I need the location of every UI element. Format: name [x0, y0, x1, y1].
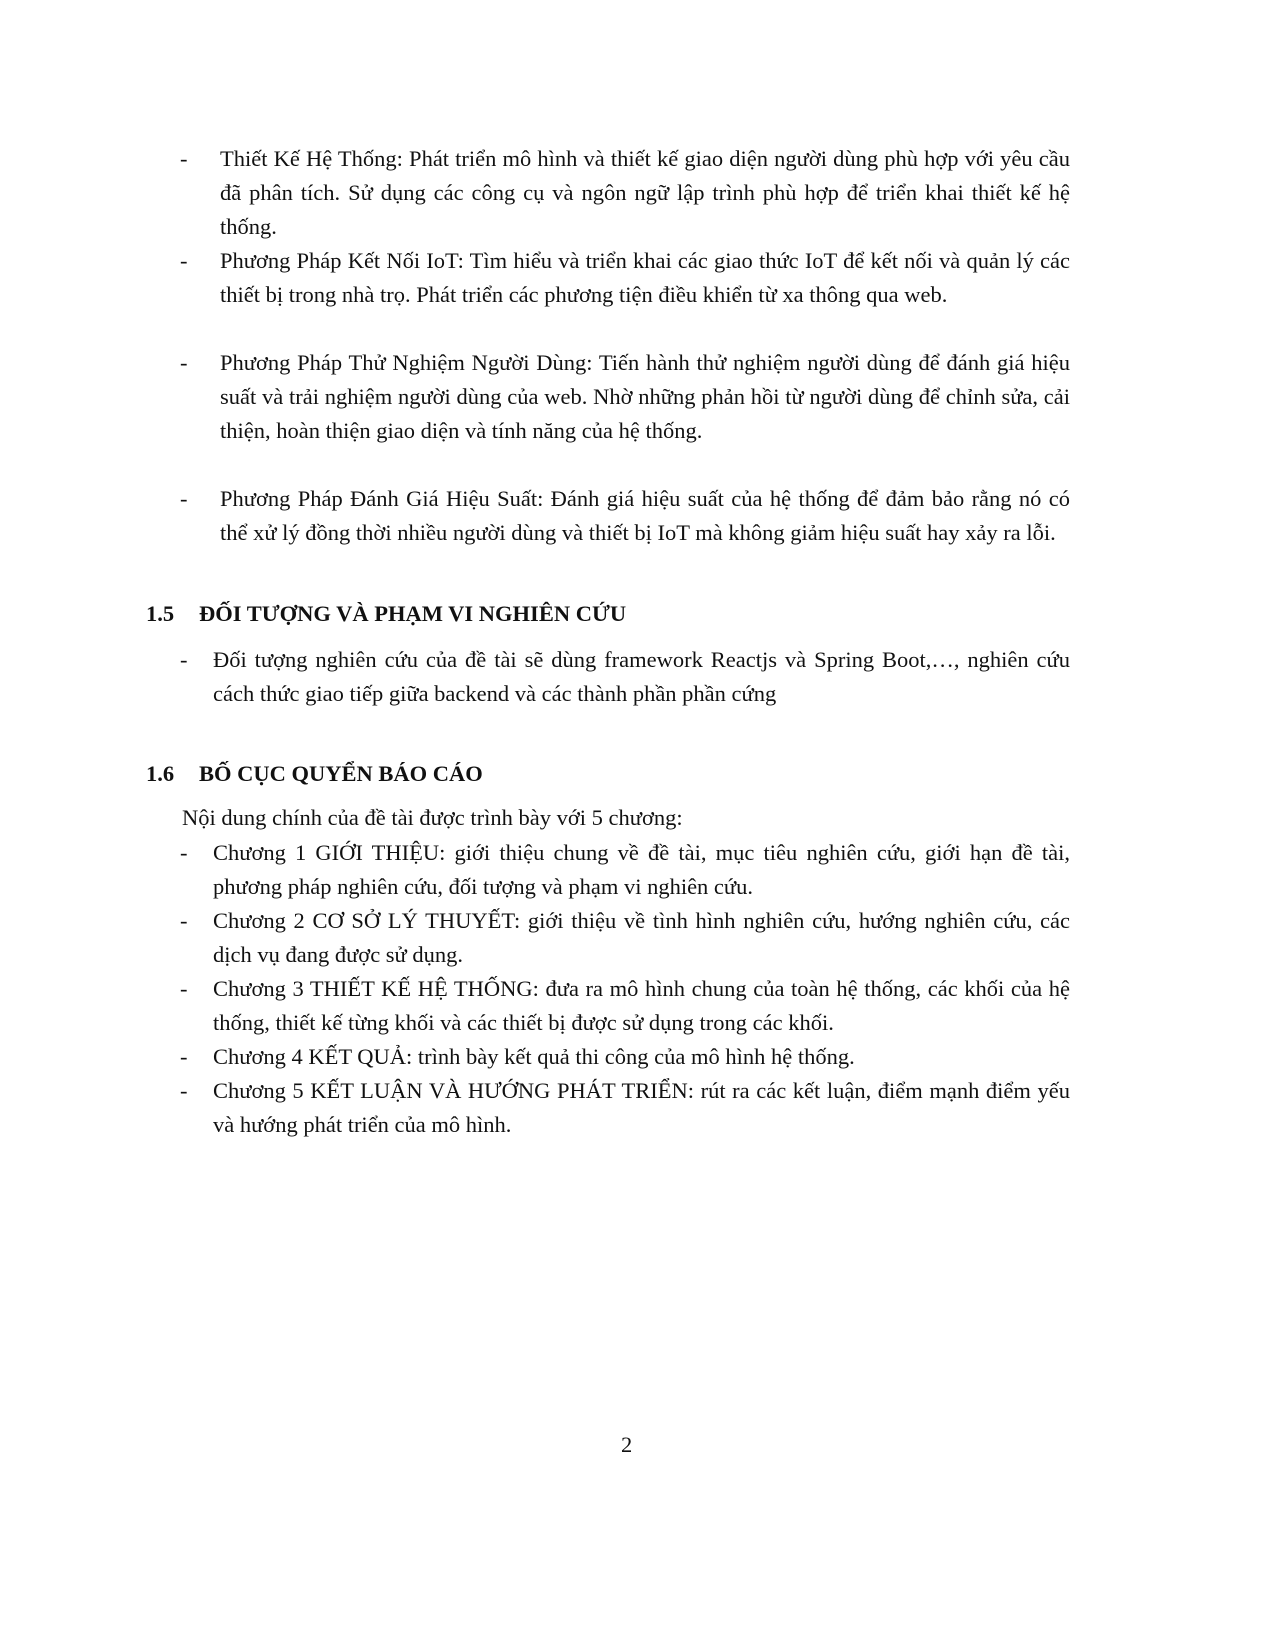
list-item-research-subject: [180, 643, 1070, 711]
list-item-user-testing: [180, 346, 1070, 448]
bullet-dash-icon: -: [180, 486, 188, 511]
bullet-dash-icon: -: [180, 248, 188, 273]
section-intro-paragraph: Nội dung chính của đề tài được trình bày với 5 chương:: [182, 805, 683, 830]
bullet-dash-icon: -: [180, 647, 188, 672]
list-item-text: Đối tượng nghiên cứu của đề tài sẽ dùng framework Reactjs và Spring Boot,…, nghiên cứu cách thức giao tiếp giữa backend và các thành phần phần cứng: [213, 647, 1070, 706]
list-item-text: Chương 5 KẾT LUẬN VÀ HƯỚNG PHÁT TRIỂN: rút ra các kết luận, điểm mạnh điểm yếu và hướng phát triển của mô hình.: [213, 1078, 1070, 1137]
list-item-text: Chương 3 THIẾT KẾ HỆ THỐNG: đưa ra mô hình chung của toàn hệ thống, các khối của hệ thống, thiết kế từng khối và các thiết bị được sử dụng trong các khối.: [213, 976, 1070, 1035]
list-item-text: Phương Pháp Đánh Giá Hiệu Suất: Đánh giá hiệu suất của hệ thống để đảm bảo rằng nó có thể xử lý đồng thời nhiều người dùng và thiết bị IoT mà không giảm hiệu suất hay xảy ra lỗi.: [220, 486, 1070, 545]
section-title: BỐ CỤC QUYỂN BÁO CÁO: [199, 761, 483, 786]
list-item-performance-eval: [180, 482, 1070, 550]
list-item-system-design: [180, 142, 1070, 244]
bullet-dash-icon: -: [180, 146, 188, 171]
section-heading-1-6: [146, 757, 1046, 791]
list-item-chapter-1: [180, 836, 1070, 904]
section-heading-1-5: [146, 597, 1046, 631]
bullet-dash-icon: -: [180, 908, 188, 933]
list-item-text: Chương 1 GIỚI THIỆU: giới thiệu chung về đề tài, mục tiêu nghiên cứu, giới hạn đề tài, phương pháp nghiên cứu, đối tượng và phạm vi nghiên cứu.: [213, 840, 1070, 899]
list-item-chapter-5: [180, 1074, 1070, 1142]
list-item-text: Thiết Kế Hệ Thống: Phát triển mô hình và thiết kế giao diện người dùng phù hợp với yêu cầu đã phân tích. Sử dụng các công cụ và ngôn ngữ lập trình phù hợp để triển khai thiết kế hệ thống.: [220, 146, 1070, 239]
list-item-text: Chương 2 CƠ SỞ LÝ THUYẾT: giới thiệu về tình hình nghiên cứu, hướng nghiên cứu, các dịch vụ đang được sử dụng.: [213, 908, 1070, 967]
bullet-dash-icon: -: [180, 976, 188, 1001]
bullet-dash-icon: -: [180, 1044, 188, 1069]
section-number: 1.5: [146, 601, 175, 626]
list-item-iot-connection: [180, 244, 1070, 312]
list-item-chapter-2: [180, 904, 1070, 972]
list-item-chapter-3: [180, 972, 1070, 1040]
section-title: ĐỐI TƯỢNG VÀ PHẠM VI NGHIÊN CỨU: [199, 601, 627, 626]
page-number: 2: [621, 1432, 633, 1457]
list-item-text: Chương 4 KẾT QUẢ: trình bày kết quả thi công của mô hình hệ thống.: [213, 1044, 855, 1069]
bullet-dash-icon: -: [180, 840, 188, 865]
bullet-dash-icon: -: [180, 1078, 188, 1103]
list-item-chapter-4: [180, 1040, 1070, 1074]
list-item-text: Phương Pháp Kết Nối IoT: Tìm hiểu và triển khai các giao thức IoT để kết nối và quản lý các thiết bị trong nhà trọ. Phát triển các phương tiện điều khiển từ xa thông qua web.: [220, 248, 1070, 307]
bullet-dash-icon: -: [180, 350, 188, 375]
list-item-text: Phương Pháp Thử Nghiệm Người Dùng: Tiến hành thử nghiệm người dùng để đánh giá hiệu suất và trải nghiệm người dùng của web. Nhờ những phản hồi từ người dùng để chỉnh sửa, cải thiện, hoàn thiện giao diện và tính năng của hệ thống.: [220, 350, 1070, 443]
section-number: 1.6: [146, 761, 175, 786]
